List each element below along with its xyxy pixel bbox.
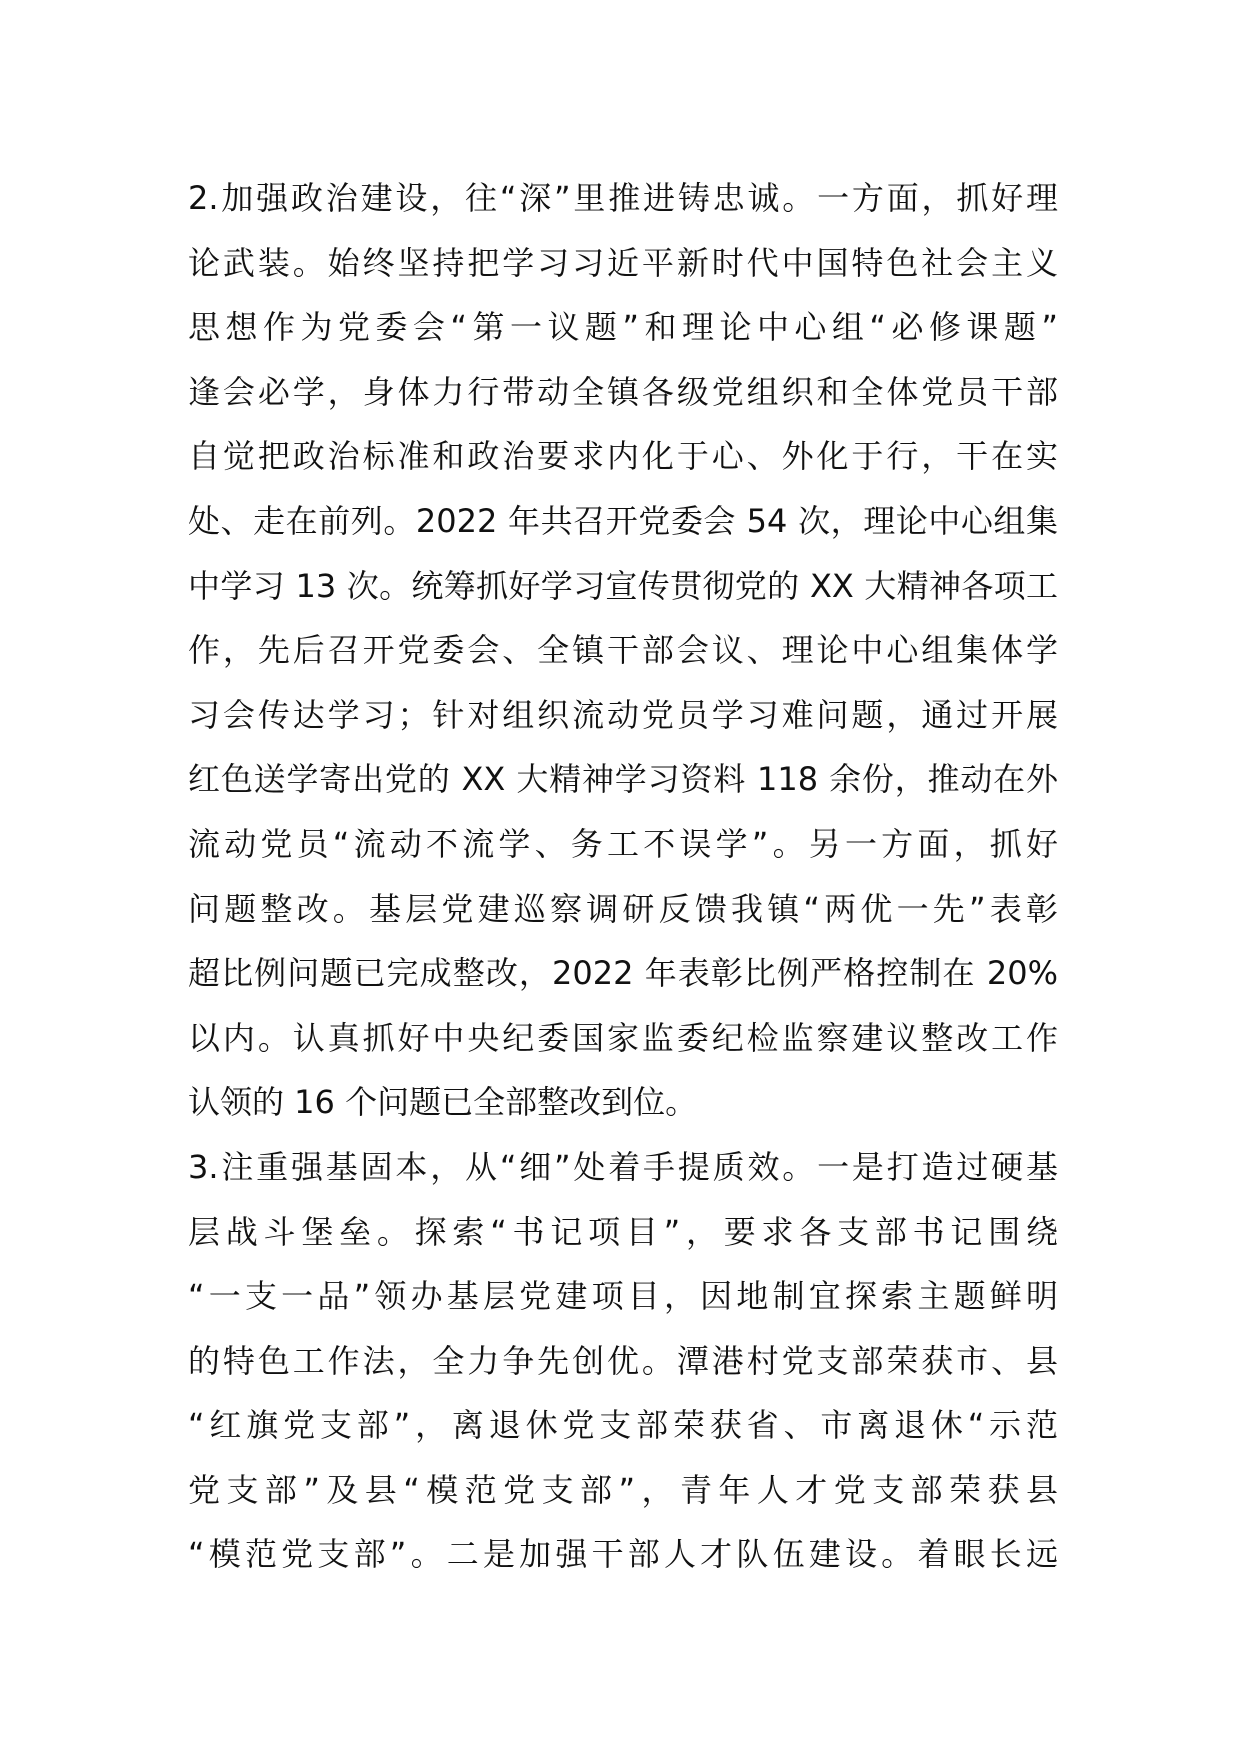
text-line: 自觉把政治标准和政治要求内化于心、外化于行，干在实 <box>188 437 1058 476</box>
paragraph-political-building <box>188 166 1058 1135</box>
text-line: 流动党员“流动不流学、务工不误学”。另一方面，抓好 <box>188 824 1058 863</box>
text-line: 习会传达学习；针对组织流动党员学习难问题，通过开展 <box>188 695 1058 734</box>
text-line: 的特色工作法，全力争先创优。潭港村党支部荣获市、县 <box>188 1341 1058 1380</box>
text-line: 红色送学寄出党的 XX 大精神学习资料 118 余份，推动在外 <box>188 760 1058 799</box>
text-line: 中学习 13 次。统筹抓好学习宣传贯彻党的 XX 大精神各项工 <box>188 566 1058 605</box>
text-line: 超比例问题已完成整改，2022 年表彰比例严格控制在 20% <box>188 954 1058 993</box>
document-body <box>188 166 1058 1587</box>
text-line: “一支一品”领办基层党建项目，因地制宜探索主题鲜明 <box>188 1277 1058 1316</box>
text-line: 2.加强政治建设，往“深”里推进铸忠诚。一方面，抓好理 <box>188 179 1058 217</box>
paragraph-strengthen-foundation <box>188 1135 1058 1587</box>
text-line: 认领的 16 个问题已全部整改到位。 <box>188 1083 698 1122</box>
text-line: “模范党支部”。二是加强干部人才队伍建设。着眼长远 <box>188 1535 1058 1574</box>
text-line: 作，先后召开党委会、全镇干部会议、理论中心组集体学 <box>188 631 1058 670</box>
text-line: 思想作为党委会“第一议题”和理论中心组“必修课题” <box>188 308 1058 347</box>
text-line: 处、走在前列。2022 年共召开党委会 54 次，理论中心组集 <box>188 501 1058 540</box>
text-line: “红旗党支部”，离退休党支部荣获省、市离退休“示范 <box>188 1406 1058 1445</box>
text-line: 逢会必学，身体力行带动全镇各级党组织和全体党员干部 <box>188 372 1058 411</box>
text-line: 层战斗堡垒。探索“书记项目”，要求各支部书记围绕 <box>188 1212 1058 1251</box>
text-line: 3.注重强基固本，从“细”处着手提质效。一是打造过硬基 <box>188 1147 1058 1186</box>
text-line: 以内。认真抓好中央纪委国家监委纪检监察建议整改工作 <box>188 1018 1058 1057</box>
text-line: 问题整改。基层党建巡察调研反馈我镇“两优一先”表彰 <box>188 889 1058 928</box>
text-line: 党支部”及县“模范党支部”，青年人才党支部荣获县 <box>188 1470 1058 1509</box>
text-line: 论武装。始终坚持把学习习近平新时代中国特色社会主义 <box>188 243 1058 282</box>
